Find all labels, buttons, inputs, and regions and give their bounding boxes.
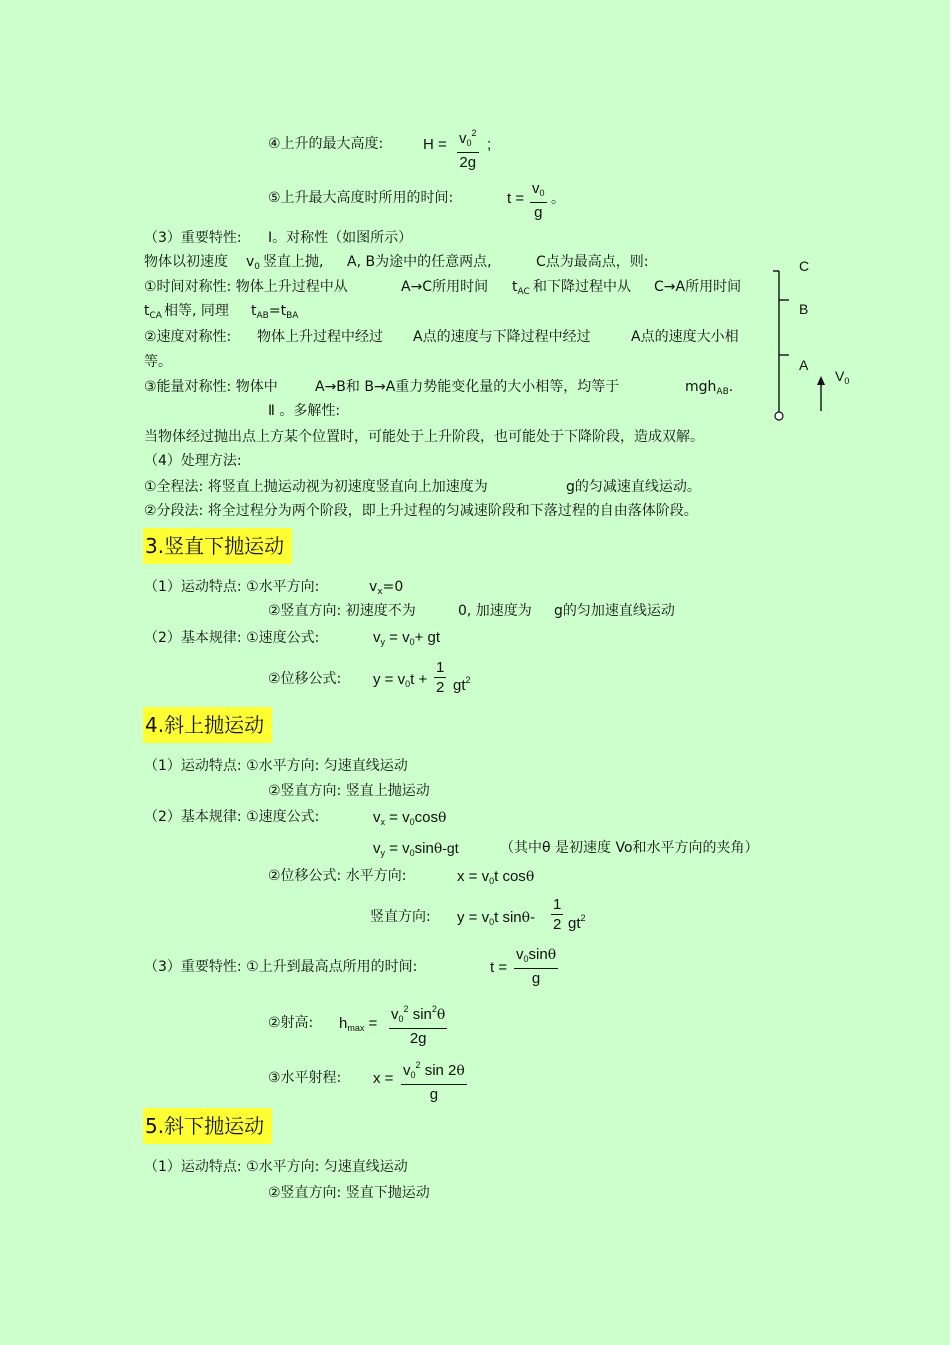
s3-p1-e: g的匀加速直线运动 xyxy=(554,603,675,619)
s3-displacement-lhs: $y = v_0t$ + xyxy=(373,671,428,689)
velocity-symmetry-e: 等。 xyxy=(144,354,172,370)
diagram-label-a: A xyxy=(799,357,809,373)
time-tail: 。 xyxy=(551,191,565,207)
diagram-label-c: C xyxy=(799,258,810,274)
s3-velocity-formula: $v_y = v_0+$ gt xyxy=(373,629,441,647)
intro-v: $v_0$ xyxy=(246,254,261,272)
max-height-tail: ; xyxy=(487,136,492,153)
s4-t-lhs: t = xyxy=(490,959,508,976)
intro-c: A, B为途中的任意两点, xyxy=(347,254,492,270)
energy-symmetry-a: ③能量对称性: 物体中 xyxy=(144,379,278,395)
s4-h-lhs: $h_{max}$ = xyxy=(339,1015,378,1033)
s3-p2-a: （2）基本规律: ①速度公式: xyxy=(144,630,320,646)
time-symmetry-e: C→A所用时间 xyxy=(654,279,742,295)
multi-solution-text: 当物体经过抛出点上方某个位置时，可能处于上升阶段，也可能处于下降阶段，造成双解。 xyxy=(144,429,704,445)
s4-vy-note: （其中θ 是初速度 Vo和水平方向的夹角） xyxy=(500,840,759,856)
s4-p1-a: （1）运动特点: ①水平方向: 匀速直线运动 xyxy=(144,758,408,774)
diagram-arrow-head xyxy=(817,376,825,385)
s4-range-fraction: $\frac{v_0^2 \sin 2\theta}{g}$ xyxy=(403,1060,465,1103)
symmetry-diagram xyxy=(765,255,855,430)
time-fraction: $\frac{v_0}{g}$ xyxy=(532,180,545,221)
s4-p3-c: ③水平射程: xyxy=(268,1070,342,1086)
time-label: ⑤上升最大高度时所用的时间: xyxy=(268,190,454,206)
intro-d: C点为最高点，则: xyxy=(536,254,649,270)
s5-p1-a: （1）运动特点: ①水平方向: 匀速直线运动 xyxy=(144,1159,408,1175)
s3-p2-b: ②位移公式: xyxy=(268,671,342,687)
intro-a: 物体以初速度 xyxy=(144,254,228,270)
time-symmetry2-b: 相等, 同理 xyxy=(164,303,229,319)
velocity-symmetry-a: ②速度对称性: xyxy=(144,329,232,345)
s4-range-lhs: x = xyxy=(373,1070,394,1087)
energy-symmetry-b: A→B和 B→A重力势能变化量的大小相等，均等于 xyxy=(315,379,620,395)
method-title: （4）处理方法: xyxy=(144,453,242,469)
max-height-lhs: H = xyxy=(423,136,447,153)
s4-p1-b: ②竖直方向: 竖直上抛运动 xyxy=(268,783,430,799)
velocity-symmetry-d: A点的速度大小相 xyxy=(631,329,739,345)
s4-p2-a: （2）基本规律: ①速度公式: xyxy=(144,809,320,825)
section-4-heading: 4.斜上抛运动 xyxy=(143,707,272,743)
velocity-symmetry-c: A点的速度与下降过程中经过 xyxy=(413,329,591,345)
method2: ②分段法: 将全过程分为两个阶段，即上升过程的匀减速阶段和下落过程的自由落体阶段。 xyxy=(144,503,698,519)
energy-symmetry-c: mgh$_{AB}$. xyxy=(685,379,734,397)
max-height-fraction: $\frac{v_0^2}{2g}$ xyxy=(459,128,477,171)
section-5-heading: 5.斜下抛运动 xyxy=(143,1108,272,1144)
s4-h-fraction: $\frac{v_0^2 \sin^2\theta}{2g}$ xyxy=(391,1004,446,1047)
time-symmetry-a: ①时间对称性: 物体上升过程中从 xyxy=(144,279,348,295)
time-symmetry2-a: $t_{CA}$ xyxy=(144,303,162,321)
s4-y-fraction: $\frac{1}{2}$ xyxy=(553,896,562,933)
s3-p1-b: $v_x=0$ xyxy=(369,579,404,597)
s5-p1-b: ②竖直方向: 竖直下抛运动 xyxy=(268,1185,430,1201)
intro-b: 竖直上抛, xyxy=(263,254,324,270)
time-symmetry-c: $t_{AC}$ xyxy=(512,279,530,297)
s3-p1-c: ②竖直方向: 初速度不为 xyxy=(268,603,416,619)
time-symmetry-b: A→C所用时间 xyxy=(401,279,489,295)
velocity-symmetry-b: 物体上升过程中经过 xyxy=(257,329,383,345)
s4-vy-formula: $v_y = v_0\sin\theta-gt$ xyxy=(373,840,459,858)
s4-y-formula: $y = v_0t$ sinθ- xyxy=(457,909,536,927)
method1-a: ①全程法: 将竖直上抛运动视为初速度竖直向上加速度为 xyxy=(144,479,488,495)
s4-t-fraction: $\frac{v_0\sin\theta}{g}$ xyxy=(516,946,557,987)
time-symmetry-d: 和下降过程中从 xyxy=(533,279,631,295)
s3-p1-a: （1）运动特点: ①水平方向: xyxy=(144,579,320,595)
s4-y-tail: $gt^2$ xyxy=(568,913,586,932)
diagram-label-v0: $V_0$ xyxy=(835,368,850,386)
s4-x-formula: $x = v_0t$ cosθ xyxy=(457,868,535,886)
s4-vx-formula: $v_x = v_0\cos\theta$ xyxy=(373,809,447,827)
s3-displacement-fraction: $\frac{1}{2}$ xyxy=(436,659,445,696)
time-lhs: t = xyxy=(507,190,525,207)
s4-p3-a: （3）重要特性: ①上升到最高点所用的时间: xyxy=(144,959,418,975)
diagram-origin-point xyxy=(775,412,783,420)
method1-b: g的匀减速直线运动。 xyxy=(566,479,701,495)
time-symmetry2-c: $t_{AB}=t_{BA}$ xyxy=(251,303,299,321)
symmetry-heading: Ⅰ。对称性（如图所示） xyxy=(268,230,413,246)
s3-p1-d: 0, 加速度为 xyxy=(458,603,532,619)
s4-p3-b: ②射高: xyxy=(268,1015,314,1031)
diagram-label-b: B xyxy=(799,301,809,317)
s4-p2-c: 竖直方向: xyxy=(370,909,431,925)
max-height-label: ④上升的最大高度: xyxy=(268,136,384,152)
s4-p2-b: ②位移公式: 水平方向: xyxy=(268,868,407,884)
multi-solution-heading: Ⅱ 。多解性: xyxy=(268,403,341,419)
s3-displacement-tail: $gt^2$ xyxy=(453,675,471,694)
p3-title: （3）重要特性: xyxy=(144,230,242,246)
section-3-heading: 3.竖直下抛运动 xyxy=(143,528,292,564)
